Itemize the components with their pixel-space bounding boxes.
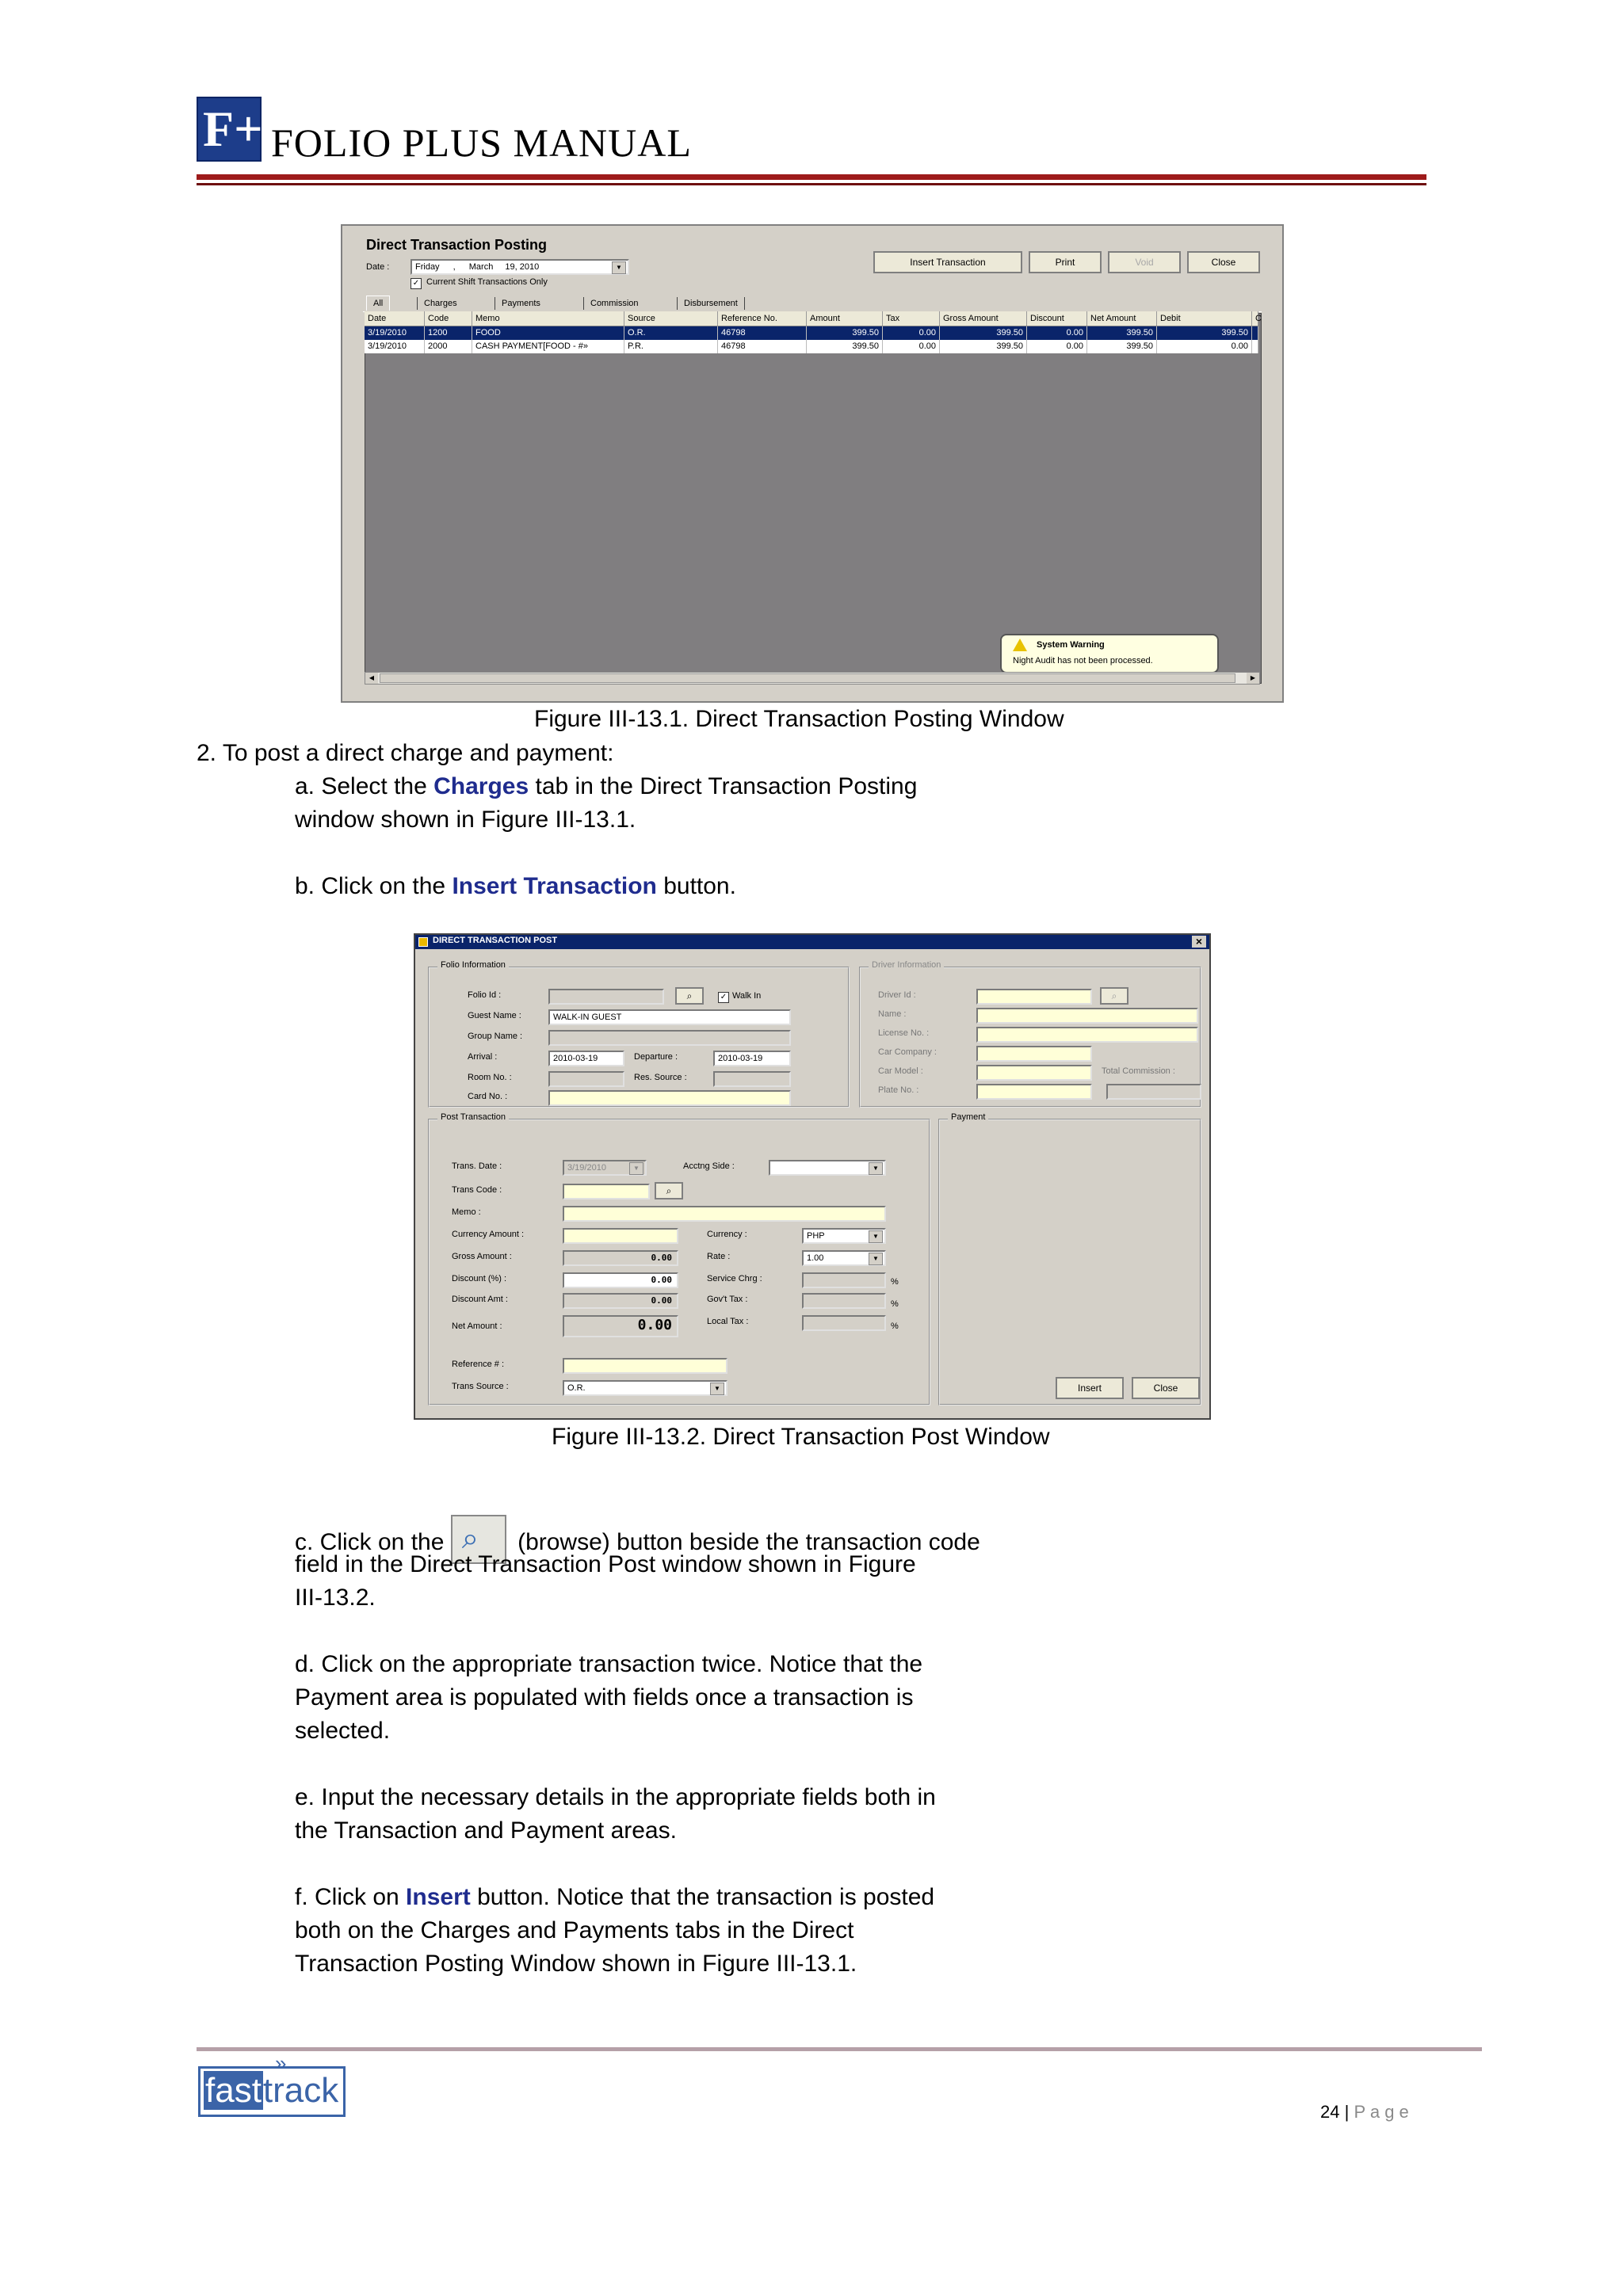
warning-text: Night Audit has not been processed. [1013,656,1153,666]
table-cell: CASH PAYMENT[FOOD - #» [472,340,624,353]
direct-transaction-post-window [414,933,1211,1420]
table-cell [1252,340,1258,353]
group-name-label: Group Name : [468,1032,523,1041]
departure-label: Departure : [634,1052,678,1062]
driver-browse-button[interactable] [1100,987,1128,1005]
tab-commission[interactable]: Commission [583,297,645,310]
room-no-label: Room No. : [468,1073,512,1082]
acctng-side-select[interactable] [769,1160,886,1176]
window-title: DIRECT TRANSACTION POST [433,936,558,945]
insert-transaction-keyword: Insert Transaction [452,873,657,899]
step-b-text: b. Click on the [295,873,453,899]
guest-name-label: Guest Name : [468,1011,521,1020]
gross-amount-field: 0.00 [563,1250,678,1266]
step-c-line-3: III-13.2. [295,1585,376,1611]
print-button[interactable]: Print [1029,251,1102,273]
insert-transaction-button[interactable]: Insert Transaction [873,251,1022,273]
res-source-label: Res. Source : [634,1073,687,1082]
table-cell: 3/19/2010 [365,326,425,340]
payment-group-title: Payment [948,1112,988,1122]
void-button[interactable]: Void [1108,251,1181,273]
charges-keyword: Charges [433,773,529,799]
table-cell: 399.50 [1087,326,1157,340]
table-cell: 399.50 [807,326,883,340]
column-header[interactable]: Source [624,311,718,326]
table-cell: 46798 [718,340,807,353]
govt-tax-label: Gov't Tax : [707,1295,748,1304]
page-separator: | [1344,2102,1350,2122]
room-no-field[interactable] [548,1071,624,1087]
column-header[interactable]: Gross Amount [940,311,1027,326]
car-model-label: Car Model : [878,1066,923,1076]
chevron-down-icon[interactable]: ▼ [710,1383,724,1395]
scroll-left-icon[interactable]: ◀ [365,673,378,684]
warning-icon [1013,639,1027,651]
tab-all[interactable]: All [366,296,390,311]
post-transaction-group [428,1112,930,1405]
table-cell: 46798 [718,326,807,340]
insert-button[interactable]: Insert [1056,1377,1124,1399]
folio-information-group [428,960,850,1108]
warning-title: System Warning [1037,640,1105,650]
folio-plus-logo [197,97,262,162]
date-picker[interactable] [411,259,629,275]
table-cell: 0.00 [883,326,940,340]
header-rule [197,174,1426,180]
scroll-thumb[interactable] [380,673,1235,683]
title-bar [415,935,1209,949]
table-cell: 399.50 [1087,340,1157,353]
reference-field[interactable] [563,1358,727,1374]
table-cell: 3/19/2010 [365,340,425,353]
step-d-line-2: Payment area is populated with fields once a transaction is [295,1684,914,1711]
calendar-dropdown-icon[interactable]: ▼ [629,1162,643,1175]
car-company-field[interactable] [976,1046,1092,1062]
step-c-text: c. Click on the [295,1529,451,1555]
trans-date-value: 3/19/2010 [567,1163,606,1173]
close-button[interactable]: Close [1187,251,1260,273]
trans-source-select[interactable] [563,1380,727,1396]
table-cell: P.R. [624,340,718,353]
logo-fast: fast [205,2071,262,2110]
discount-amt-field: 0.00 [563,1293,678,1309]
browse-button[interactable] [675,987,704,1005]
chevron-down-icon[interactable]: ▼ [612,261,626,274]
walk-in-checkbox[interactable]: ✓ [718,992,729,1003]
currency-label: Currency : [707,1230,747,1239]
percent-sign: % [891,1322,899,1331]
transactions-grid[interactable] [365,313,1262,684]
table-cell: 399.50 [940,340,1027,353]
step-a-line-1 [295,770,917,803]
arrival-field[interactable]: 2010-03-19 [548,1051,624,1066]
document-title: FOLIO PLUS MANUAL [271,120,692,165]
page-word: P a g e [1354,2102,1409,2122]
page-number [1320,2101,1409,2123]
date-separator: , [453,262,456,272]
plate-no-field[interactable] [976,1084,1092,1100]
arrows-icon: » [275,2051,287,2075]
logo-track: track [262,2071,339,2110]
tab-payments[interactable]: Payments [495,297,547,310]
date-month: March [468,262,494,272]
table-cell: 0.00 [1157,340,1252,353]
payment-group [938,1112,1201,1405]
close-icon[interactable]: × [1192,936,1206,948]
guest-name-field[interactable]: WALK-IN GUEST [548,1009,791,1025]
table-cell: 0.00 [1027,340,1087,353]
rate-select[interactable] [802,1250,886,1266]
table-cell: 1200 [425,326,472,340]
acctng-side-label: Acctng Side : [683,1161,735,1171]
insert-keyword: Insert [406,1884,471,1910]
table-cell: 399.50 [807,340,883,353]
card-no-label: Card No. : [468,1092,508,1101]
local-tax-label: Local Tax : [707,1317,749,1326]
res-source-field[interactable] [713,1071,791,1087]
footer-rule [197,2047,1482,2051]
close-button[interactable]: Close [1132,1377,1200,1399]
trans-source-value: O.R. [567,1383,586,1393]
table-cell [1252,326,1258,340]
driver-id-label: Driver Id : [878,990,916,1000]
shift-checkbox[interactable]: ✓ [411,278,422,289]
trans-date-field[interactable] [563,1160,647,1176]
chevron-down-icon[interactable]: ▼ [869,1162,883,1175]
step-f-line-3: Transaction Posting Window shown in Figure III-13.1. [295,1951,857,1977]
column-header[interactable]: Amount [807,311,883,326]
step-d-line-3: selected. [295,1718,391,1744]
date-label: Date : [366,262,390,272]
memo-label: Memo : [452,1207,481,1217]
post-group-title: Post Transaction [437,1112,509,1122]
table-cell: 2000 [425,340,472,353]
column-header[interactable]: Tax [883,311,940,326]
folio-id-field[interactable] [548,989,664,1005]
header-rule-thin [197,183,1426,185]
table-row[interactable] [365,326,1258,340]
service-charge-label: Service Chrg : [707,1274,762,1283]
step-c-text-end: (browse) button beside the transaction code [510,1529,980,1555]
car-model-field[interactable] [976,1065,1092,1081]
driver-id-field[interactable] [976,989,1092,1005]
driver-information-group [859,960,1201,1108]
walk-in-label: Walk In [732,991,762,1001]
license-label: License No. : [878,1028,930,1038]
step-a-text: a. Select the [295,773,434,799]
service-charge-field [802,1272,886,1288]
currency-amount-field[interactable] [563,1228,678,1244]
window-title: Direct Transaction Posting [366,237,548,253]
column-header[interactable]: Discount [1027,311,1087,326]
tab-strip [363,294,1262,312]
step-e-line-2: the Transaction and Payment areas. [295,1817,677,1844]
total-commission-field [1106,1084,1201,1100]
currency-select[interactable] [802,1228,886,1244]
scroll-right-icon[interactable]: ▶ [1247,673,1259,684]
discount-pct-field[interactable]: 0.00 [563,1272,678,1288]
local-tax-field [802,1315,886,1331]
table-cell: 399.50 [1157,326,1252,340]
step-a-line-2: window shown in Figure III-13.1. [295,807,636,833]
govt-tax-field [802,1293,886,1309]
grid-header [365,311,1262,326]
search-icon: ⌕ [461,1522,479,1555]
net-amount-label: Net Amount : [452,1322,502,1331]
step-d-line-1: d. Click on the appropriate transaction twice. Notice that the [295,1651,923,1677]
driver-group-title: Driver Information [869,960,944,970]
departure-field[interactable]: 2010-03-19 [713,1051,791,1066]
trans-code-label: Trans Code : [452,1185,502,1195]
column-header[interactable]: Memo [472,311,624,326]
step-f-line-2: both on the Charges and Payments tabs in the Direct [295,1917,854,1943]
date-day: Friday [415,262,440,272]
currency-value: PHP [807,1231,825,1241]
window-app-icon [418,937,428,947]
arrival-label: Arrival : [468,1052,498,1062]
logo-text: F+ [203,101,263,157]
table-cell: O.R. [624,326,718,340]
step-c-line-2: field in the Direct Transaction Post window shown in Figure [295,1551,916,1577]
car-company-label: Car Company : [878,1047,937,1057]
discount-pct-label: Discount (%) : [452,1274,507,1283]
step-a-text-end: tab in the Direct Transaction Posting [529,773,918,799]
search-icon: ⌕ [666,1185,672,1196]
figure-2-caption: Figure III-13.2. Direct Transaction Post Window [552,1424,1050,1450]
discount-amt-label: Discount Amt : [452,1295,508,1304]
currency-amount-label: Currency Amount : [452,1230,525,1239]
rate-label: Rate : [707,1252,731,1261]
table-cell: 399.50 [940,326,1027,340]
step-f-text: f. Click on [295,1884,407,1910]
horizontal-scrollbar[interactable] [365,672,1260,685]
table-cell: 0.00 [883,340,940,353]
percent-sign: % [891,1277,899,1287]
direct-transaction-posting-window [341,224,1284,703]
step-f-text-end: button. Notice that the transaction is posted [470,1884,935,1910]
trans-date-label: Trans. Date : [452,1161,502,1171]
group-name-field[interactable] [548,1030,791,1046]
column-header[interactable]: Code [425,311,472,326]
tab-disbursement[interactable]: Disbursement [677,297,745,310]
table-row[interactable] [365,340,1258,353]
step-b-line [295,870,736,903]
total-commission-label: Total Commission : [1102,1066,1175,1076]
date-value: 19, 2010 [505,262,540,272]
chevron-down-icon[interactable]: ▼ [869,1230,883,1243]
step-b-text-end: button. [656,873,736,899]
figure-1-caption: Figure III-13.1. Direct Transaction Posting Window [534,706,1064,732]
gross-amount-label: Gross Amount : [452,1252,512,1261]
plate-no-label: Plate No. : [878,1085,919,1095]
page-number-value: 24 [1320,2102,1340,2122]
search-icon: ⌕ [1111,990,1117,1001]
reference-label: Reference # : [452,1360,505,1369]
net-amount-field: 0.00 [563,1315,678,1337]
trans-code-field[interactable] [563,1184,650,1199]
step-2-heading: 2. To post a direct charge and payment: [197,740,614,766]
driver-name-label: Name : [878,1009,907,1019]
column-header[interactable]: Date [365,311,425,326]
folio-group-title: Folio Information [437,960,509,970]
driver-name-field[interactable] [976,1008,1198,1024]
table-cell: FOOD [472,326,624,340]
fasttrack-logo [198,2051,346,2117]
trans-code-browse-button[interactable] [655,1182,683,1199]
column-header[interactable]: Net Amount [1087,311,1157,326]
table-cell: 0.00 [1027,326,1087,340]
step-e-line-1: e. Input the necessary details in the appropriate fields both in [295,1784,936,1810]
system-warning-balloon [1000,634,1219,673]
search-icon: ⌕ [686,990,693,1001]
column-header[interactable]: Reference No. [718,311,807,326]
column-header[interactable]: Debit [1157,311,1252,326]
shift-checkbox-label: Current Shift Transactions Only [426,277,548,287]
trans-source-label: Trans Source : [452,1382,509,1391]
memo-field[interactable] [563,1206,886,1222]
tab-charges[interactable]: Charges [417,297,464,310]
chevron-down-icon[interactable]: ▼ [869,1253,883,1265]
rate-value: 1.00 [807,1253,824,1263]
card-no-field[interactable] [548,1090,791,1106]
folio-id-label: Folio Id : [468,990,502,1000]
license-field[interactable] [976,1027,1198,1043]
column-header[interactable]: C [1252,311,1258,326]
percent-sign: % [891,1299,899,1309]
step-f-line-1 [295,1881,934,1914]
